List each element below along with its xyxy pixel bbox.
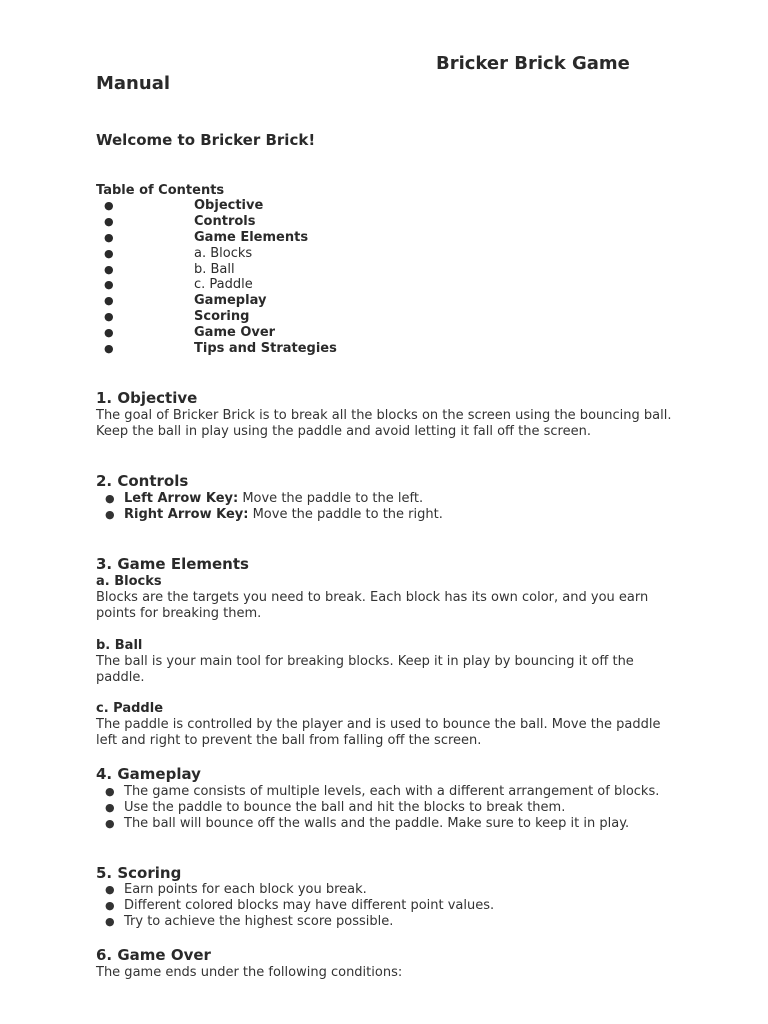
list-item	[96, 491, 676, 507]
list-item	[96, 898, 676, 914]
scoring-list	[96, 882, 676, 931]
welcome-heading: Welcome to Bricker Brick!	[96, 131, 316, 149]
toc-item	[96, 309, 696, 325]
paddle-heading: c. Paddle	[96, 701, 164, 716]
paddle-body: The paddle is controlled by the player and is used to bounce the ball. Move the paddle left and right to prevent the ball from falling off the screen.	[96, 717, 661, 749]
toc-item	[96, 325, 696, 341]
ball-heading: b. Ball	[96, 638, 143, 653]
list-item	[96, 507, 676, 523]
blocks-heading: a. Blocks	[96, 574, 162, 589]
toc-item	[96, 230, 696, 246]
toc-item	[96, 214, 696, 230]
control-description: Move the paddle to the left.	[238, 491, 424, 506]
toc-item-label: Game Elements	[194, 229, 309, 245]
list-item-text: Try to achieve the highest score possible.	[124, 914, 394, 930]
gameplay-list	[96, 784, 676, 833]
toc-item	[96, 341, 696, 357]
bullet-icon: ●	[104, 246, 114, 260]
bullet-icon: ●	[104, 230, 114, 244]
toc-item-label: Scoring	[194, 309, 250, 325]
toc-item	[96, 198, 696, 214]
game-over-body: The game ends under the following conditions:	[96, 965, 403, 980]
bullet-icon: ●	[104, 262, 114, 276]
list-item	[96, 800, 676, 816]
bullet-icon: ●	[104, 326, 114, 340]
controls-list	[96, 491, 676, 523]
toc-item	[96, 246, 696, 262]
toc-item	[96, 262, 696, 278]
list-item-text: Different colored blocks may have different point values.	[124, 898, 495, 914]
toc-item-label: c. Paddle	[194, 277, 253, 293]
gameplay-heading: 4. Gameplay	[96, 765, 201, 783]
ball-body: The ball is your main tool for breaking blocks. Keep it in play by bouncing it off the paddle.	[96, 654, 634, 686]
document-title-continued: Manual	[96, 73, 171, 94]
control-description: Move the paddle to the right.	[248, 507, 443, 523]
toc-item-label: Game Over	[194, 325, 276, 341]
bullet-icon: ●	[105, 883, 115, 896]
game-over-heading: 6. Game Over	[96, 946, 211, 964]
toc-item	[96, 293, 696, 309]
document-title: Bricker Brick Game	[436, 53, 630, 74]
list-item	[96, 816, 676, 832]
list-item	[96, 882, 676, 898]
bullet-icon: ●	[105, 817, 115, 831]
bullet-icon: ●	[104, 310, 114, 324]
bullet-icon: ●	[105, 785, 115, 798]
bullet-icon: ●	[105, 508, 115, 522]
bullet-icon: ●	[104, 342, 114, 356]
list-item-text: Earn points for each block you break.	[124, 882, 367, 897]
game-elements-heading: 3. Game Elements	[96, 555, 249, 573]
control-key: Right Arrow Key:	[124, 507, 249, 523]
toc-item-label: Gameplay	[194, 293, 267, 309]
scoring-heading: 5. Scoring	[96, 864, 182, 882]
bullet-icon: ●	[104, 214, 114, 228]
controls-heading: 2. Controls	[96, 472, 189, 490]
objective-heading: 1. Objective	[96, 389, 198, 407]
list-item	[96, 784, 676, 800]
list-item-text: The ball will bounce off the walls and the paddle. Make sure to keep it in play.	[124, 816, 630, 832]
bullet-icon: ●	[105, 915, 115, 929]
toc-item	[96, 277, 696, 293]
toc-item-label: Controls	[194, 213, 256, 229]
toc-item-label: Objective	[194, 198, 264, 213]
toc-item-label: Tips and Strategies	[194, 341, 337, 357]
toc-heading: Table of Contents	[96, 183, 225, 198]
list-item-text: Use the paddle to bounce the ball and hit the blocks to break them.	[124, 800, 566, 816]
bullet-icon: ●	[105, 801, 115, 815]
toc-item-label: a. Blocks	[194, 245, 253, 261]
list-item-text: The game consists of multiple levels, each with a different arrangement of blocks.	[124, 784, 660, 799]
bullet-icon: ●	[105, 492, 115, 505]
bullet-icon: ●	[104, 294, 114, 308]
bullet-icon: ●	[105, 899, 115, 913]
objective-body: The goal of Bricker Brick is to break all the blocks on the screen using the bouncing ball. Keep the ball in play using the paddle and avoid letting it fall off the screen.	[96, 408, 672, 440]
table-of-contents	[96, 198, 696, 357]
control-key: Left Arrow Key:	[124, 491, 239, 506]
bullet-icon: ●	[104, 278, 114, 292]
bullet-icon: ●	[104, 199, 114, 212]
toc-item-label: b. Ball	[194, 261, 235, 277]
blocks-body: Blocks are the targets you need to break. Each block has its own color, and you earn points for breaking them.	[96, 590, 649, 622]
list-item	[96, 914, 676, 930]
